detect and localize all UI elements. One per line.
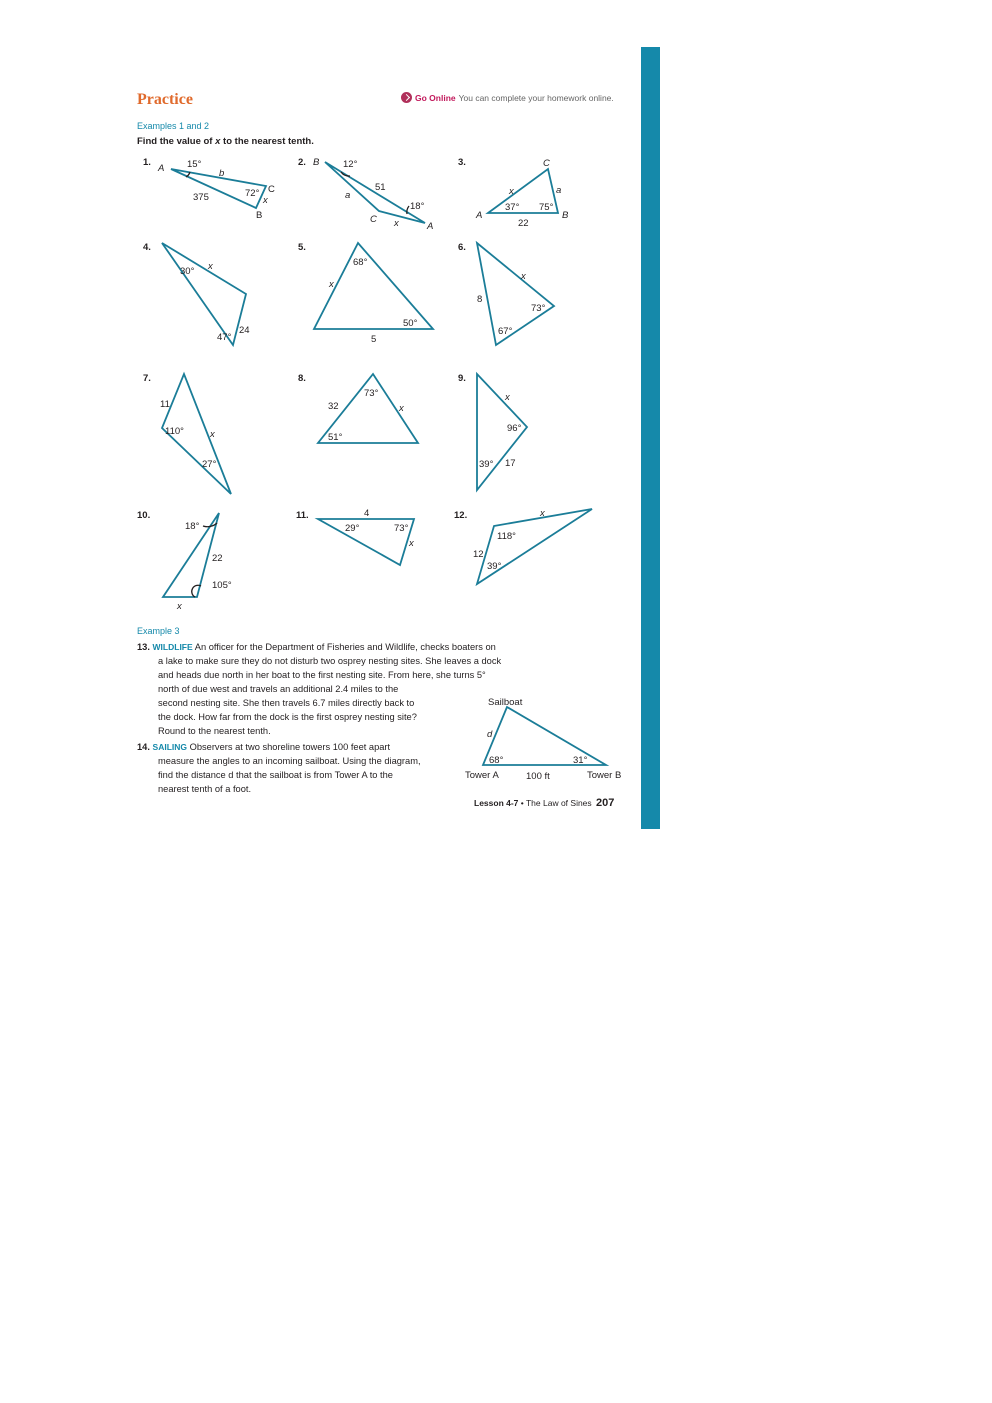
problem-6 [458,242,554,345]
label: 18° [185,521,200,532]
go-online-text: You can complete your homework online. [458,93,614,103]
distance-d-label: d [487,729,493,740]
label: 17 [505,458,516,469]
word-problem-14 [137,740,567,796]
label: 39° [487,561,502,572]
triangle-12 [477,509,592,584]
problem-5 [298,242,433,345]
problem-3 [458,157,569,229]
problem-4 [143,242,250,345]
go-online-label: Go Online [415,93,456,103]
problem-7 [143,373,231,494]
label: x [505,392,510,403]
sailboat-label: Sailboat [488,697,523,708]
problem-9 [458,373,527,490]
label: 67° [498,326,513,337]
label: A [476,210,483,221]
label: 15° [187,159,202,170]
word-problem-13 [137,640,567,738]
label: 73° [364,388,379,399]
problem-number: 3. [458,157,466,168]
label: 73° [531,303,546,314]
problem-1 [143,157,275,221]
problem-10 [137,510,232,612]
problem-number: 13. [137,642,150,652]
problem-2 [298,157,433,232]
problem-line: find the distance d that the sailboat is from Tower A to the [158,770,393,780]
label: B [313,157,320,168]
label: A [427,221,434,232]
label: 12 [473,549,484,560]
label: 51° [328,432,343,443]
label: a [556,185,562,196]
label: 96° [507,423,522,434]
examples-1-2-heading: Examples 1 and 2 [137,121,210,131]
label: 73° [394,523,409,534]
problem-keyword: WILDLIFE [152,642,193,652]
angle-31-label: 31° [573,755,588,766]
label: a [345,190,351,201]
label: x [210,429,215,440]
problem-line: the dock. How far from the dock is the first osprey nesting site? [158,712,417,722]
label: 75° [539,202,554,213]
label: 30° [180,266,195,277]
label: 105° [212,580,232,591]
label: 47° [217,332,232,343]
label: 11 [160,399,170,410]
problem-line: Round to the nearest tenth. [158,726,271,736]
label: C [543,158,550,169]
angle-68-label: 68° [489,755,504,766]
problem-number: 2. [298,157,306,168]
problem-number: 4. [143,242,151,253]
triangle-6 [477,243,554,345]
tower-b-label: Tower B [587,770,622,781]
problem-line: second nesting site. She then travels 6.7 miles directly back to [158,698,415,708]
problem-line: 13. WILDLIFE An officer for the Department of Fisheries and Wildlife, checks boaters on [137,642,496,652]
baseline-label: 100 ft [526,771,550,782]
label: x [208,261,213,272]
label: x [521,271,526,282]
label: x [399,403,404,414]
label: 22 [212,553,223,564]
label: C [268,184,275,195]
problem-number: 11. [296,510,309,521]
problem-number: 8. [298,373,306,384]
label: 32 [328,401,339,412]
label: 5 [371,334,377,345]
page-title: Practice [137,91,193,108]
problem-number: 6. [458,242,466,253]
label: 110° [165,426,184,437]
label: x [263,195,268,206]
problem-line: 14. SAILING Observers at two shoreline towers 100 feet apart [137,742,391,752]
tower-a-label: Tower A [465,770,499,781]
label: B [256,210,263,221]
label: 29° [345,523,360,534]
lesson-topic: The Law of Sines [525,798,592,808]
example-3-heading: Example 3 [137,626,180,636]
page-footer [474,797,614,809]
problem-line: measure the angles to an incoming sailboat. Using the diagram, [158,756,421,766]
label: 22 [518,218,529,229]
label: 37° [505,202,520,213]
label: 68° [353,257,368,268]
footer-separator: • [520,798,524,808]
label: x [409,538,414,549]
label: b [219,168,225,179]
problem-number: 9. [458,373,466,384]
label: 8 [477,294,483,305]
problem-number: 10. [137,510,151,521]
label: 39° [479,459,494,470]
problem-number: 7. [143,373,151,384]
label: x [329,279,334,290]
label: x [540,508,545,519]
label: 24 [239,325,250,336]
problem-number: 5. [298,242,306,253]
label: x [394,218,399,229]
label: B [562,210,569,221]
label: C [370,214,377,225]
label: 12° [343,159,358,170]
label: x [177,601,182,612]
page-number: 207 [596,797,615,809]
label: 51 [375,182,386,193]
problem-line: a lake to make sure they do not disturb two osprey nesting sites. She leaves a dock [158,656,502,666]
problem-line: and heads due north in her boat to the first nesting site. From here, she turns 5° [158,670,486,680]
problem-12 [454,508,592,584]
lesson-number: Lesson 4-7 [474,798,519,808]
problem-11 [296,508,415,565]
problem-line: nearest tenth of a foot. [158,784,252,794]
problem-keyword: SAILING [152,742,188,752]
problem-number: 1. [143,157,151,168]
label: x [509,186,514,197]
problem-number: 14. [137,742,150,752]
problem-number: 12. [454,510,468,521]
label: 72° [245,188,260,199]
label: 118° [497,531,516,542]
label: 4 [364,508,370,519]
label: 50° [403,318,418,329]
label: A [158,163,165,174]
label: 27° [202,459,217,470]
label: 375 [193,192,209,203]
triangle-4 [162,243,246,345]
label: 18° [410,201,425,212]
instruction: Find the value of x to the nearest tenth. [137,136,314,147]
problem-8 [298,373,418,443]
problem-line: north of due west and travels an additional 2.4 miles to the [158,684,399,694]
